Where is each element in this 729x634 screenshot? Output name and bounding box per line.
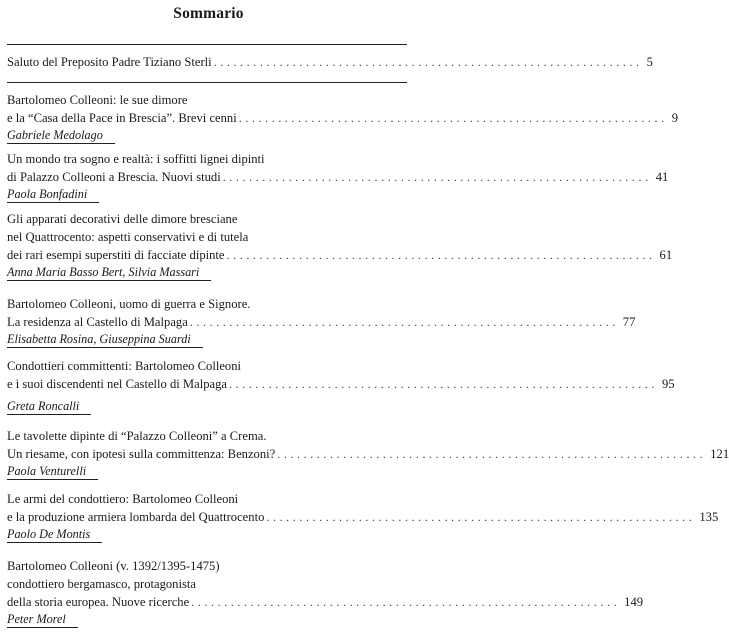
leader-dots: .................................................................	[277, 447, 707, 461]
page-number: 121	[710, 447, 729, 461]
entry-last-line	[7, 375, 675, 393]
entry-title-line: dei rari esempi superstiti di facciate dipinte	[7, 248, 225, 262]
entry-last-line	[7, 508, 719, 526]
leader-dots: .................................................................	[222, 170, 652, 184]
toc-entry[interactable]	[7, 53, 653, 71]
separator-line	[7, 44, 407, 45]
page-number: 95	[662, 377, 675, 391]
entry-title-line: Le tavolette dipinte di “Palazzo Colleoni” a Crema.	[7, 429, 267, 443]
toc-entry[interactable]	[7, 357, 675, 416]
entry-title-line: La residenza al Castello di Malpaga	[7, 315, 188, 329]
entry-last-line	[7, 593, 644, 611]
entry-title-line: Bartolomeo Colleoni (v. 1392/1395-1475)	[7, 559, 220, 573]
page-number: 9	[671, 111, 679, 125]
toc-entry[interactable]	[7, 427, 729, 481]
author-name: Elisabetta Rosina, Giuseppina Suardi	[7, 331, 203, 348]
leader-dots: .................................................................	[189, 315, 619, 329]
entry-title-line: Condottieri committenti: Bartolomeo Colleoni	[7, 359, 242, 373]
leader-dots: .................................................................	[213, 55, 643, 69]
entry-title-line: Saluto del Preposito Padre Tiziano Sterli	[7, 55, 212, 69]
entry-last-line	[7, 109, 679, 127]
entry-title-line: Le armi del condottiero: Bartolomeo Colleoni	[7, 492, 239, 506]
leader-dots: .................................................................	[229, 377, 658, 391]
entry-title-line: Bartolomeo Colleoni, uomo di guerra e Signore.	[7, 297, 251, 311]
entry-title-line: Bartolomeo Colleoni: le sue dimore	[7, 93, 188, 107]
entry-title-line: Un mondo tra sogno e realtà: i soffitti lignei dipinti	[7, 152, 265, 166]
entry-title-line: condottiero bergamasco, protagonista	[7, 577, 196, 591]
author-name: Paolo De Montis	[7, 526, 102, 543]
page-number: 5	[646, 55, 653, 69]
entry-title-line: e i suoi discendenti nel Castello di Malpaga	[7, 377, 227, 391]
entry-last-line	[7, 53, 653, 71]
leader-dots: .................................................................	[238, 111, 668, 125]
page-number: 77	[622, 315, 636, 329]
toc-entry[interactable]	[7, 557, 644, 629]
entry-title-line: e la produzione armiera lombarda del Quattrocento	[7, 510, 265, 524]
leader-dots: .................................................................	[266, 510, 696, 524]
entry-title-line: di Palazzo Colleoni a Brescia. Nuovi studi	[7, 170, 221, 184]
separator-line	[7, 82, 407, 83]
toc-entry[interactable]	[7, 490, 719, 544]
page-title: Sommario	[173, 5, 244, 22]
entry-last-line	[7, 313, 636, 331]
author-name: Anna Maria Basso Bert, Silvia Massari	[7, 264, 211, 281]
page-number: 61	[659, 248, 673, 262]
leader-dots: .................................................................	[226, 248, 656, 262]
entry-title-line: Un riesame, con ipotesi sulla committenza: Benzoni?	[7, 447, 276, 461]
entry-last-line	[7, 445, 729, 463]
author-name: Peter Morel	[7, 611, 78, 628]
entry-last-line	[7, 168, 669, 186]
entry-title-line: nel Quattrocento: aspetti conservativi e di tutela	[7, 230, 249, 244]
author-name: Gabriele Medolago	[7, 127, 115, 144]
page-number: 149	[624, 595, 644, 609]
entry-title-line: Gli apparati decorativi delle dimore bresciane	[7, 212, 238, 226]
toc-entry[interactable]	[7, 210, 673, 282]
entry-last-line	[7, 246, 673, 264]
page-number: 135	[699, 510, 719, 524]
entry-title-line: della storia europea. Nuove ricerche	[7, 595, 190, 609]
entry-title-line: e la “Casa della Pace in Brescia”. Brevi cenni	[7, 111, 237, 125]
page-number: 41	[655, 170, 669, 184]
leader-dots: .................................................................	[191, 595, 621, 609]
toc-entry[interactable]	[7, 295, 636, 349]
author-name: Paola Venturelli	[7, 463, 98, 480]
author-name: Greta Roncalli	[7, 398, 91, 415]
author-name: Paola Bonfadini	[7, 186, 99, 203]
toc-entry[interactable]	[7, 150, 669, 204]
toc-entry[interactable]	[7, 91, 679, 145]
